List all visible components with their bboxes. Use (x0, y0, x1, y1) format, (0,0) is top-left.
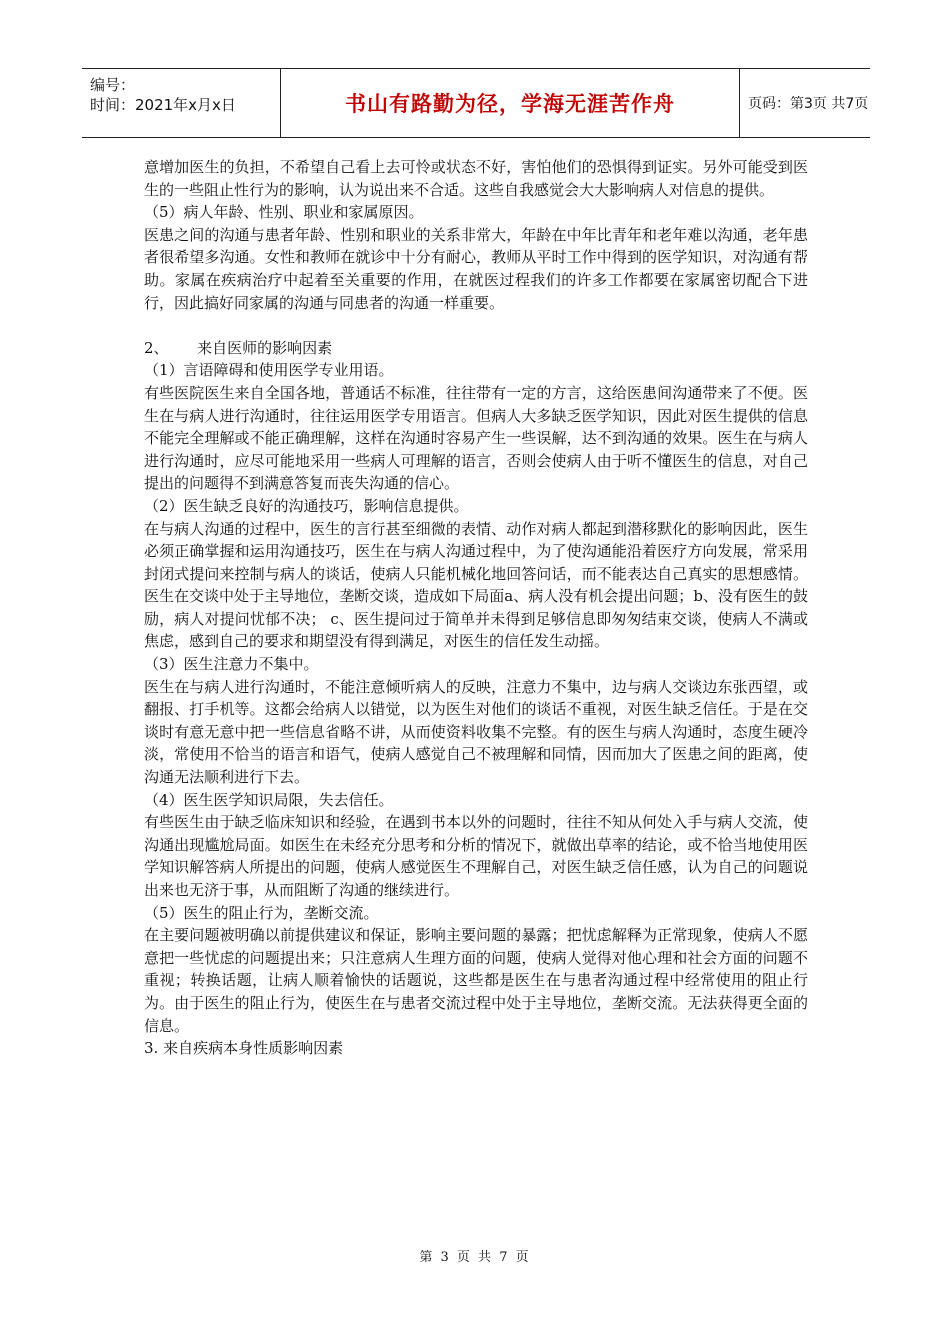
page-header (82, 68, 870, 138)
paragraph: 在与病人沟通的过程中，医生的言行甚至细微的表情、动作对病人都起到潜移默化的影响因此，医生必须正确掌握和运用沟通技巧，医生在与病人沟通过程中，为了使沟通能沿着医疗方向发展，常采用封闭式提问来控制与病人的谈话，使病人只能机械化地回答问话，而不能表达自己真实的思想感情。医生在交谈中处于主导地位，垄断交谈，造成如下局面a、病人没有机会提出问题；b、没有医生的鼓励，病人对提问忧郁不决； c、医生提问过于简单并未得到足够信息即匆匆结束交谈，使病人不满或焦虑，感到自己的要求和期望没有得到满足，对医生的信任发生动摇。 (144, 519, 808, 651)
document-number-label: 编号： (90, 76, 136, 94)
header-motto: 书山有路勤为径，学海无涯苦作舟 (280, 69, 740, 137)
subheading: （1）言语障碍和使用医学专业用语。 (144, 361, 394, 380)
section-heading: 2、 来自医师的影响因素 (144, 338, 333, 357)
paragraph: 有些医生由于缺乏临床知识和经验，在遇到书本以外的问题时，往往不知从何处入手与病人交流，使沟通出现尴尬局面。如医生在未经充分思考和分析的情况下，就做出草率的结论，或不恰当地使用医学知识解答病人所提出的问题，使病人感觉医生不理解自己，对医生缺乏信任感，认为自己的问题说出来也无济于事，从而阻断了沟通的继续进行。 (144, 813, 808, 899)
header-meta (82, 69, 280, 137)
header-page-indicator: 页码：第3页 共7页 (748, 96, 869, 112)
paragraph: 有些医院医生来自全国各地，普通话不标准，往往带有一定的方言，这给医患间沟通带来了不便。医生在与病人进行沟通时，往往运用医学专用语言。但病人大多缺乏医学知识，因此对医生提供的信息不能完全理解或不能正确理解，这样在沟通时容易产生一些误解，达不到沟通的效果。医生在与病人进行沟通时，应尽可能地采用一些病人可理解的语言，否则会使病人由于听不懂医生的信息，对自己提出的问题得不到满意答复而丧失沟通的信心。 (144, 383, 808, 493)
subheading: （5）医生的阻止行为，垄断交流。 (144, 903, 379, 922)
paragraph: 医患之间的沟通与患者年龄、性别和职业的关系非常大，年龄在中年比青年和老年难以沟通，老年患者很希望多沟通。女性和教师在就诊中十分有耐心，教师从平时工作中得到的医学知识，对沟通有帮助。家属在疾病治疗中起着至关重要的作用，在就医过程我们的许多工作都要在家属密切配合下进行，因此搞好同家属的沟通与同患者的沟通一样重要。 (144, 225, 808, 312)
subheading: （3）医生注意力不集中。 (144, 655, 319, 674)
page-footer: 第 3 页 共 7 页 (419, 1250, 531, 1265)
paragraph: 医生在与病人进行沟通时，不能注意倾听病人的反映，注意力不集中，边与病人交谈边东张西望，或翻报、打手机等。这都会给病人以错觉，以为医生对他们的谈话不重视，对医生缺乏信任。于是在交谈时有意无意中把一些信息省略不讲，从而使资料收集不完整。有的医生与病人沟通时，态度生硬冷淡，常使用不恰当的语言和语气，使病人感觉自己不被理解和同情，因而加大了医患之间的距离，使沟通无法顺利进行下去。 (144, 677, 808, 787)
paragraph: 意增加医生的负担，不希望自己看上去可怜或状态不好，害怕他们的恐惧得到证实。另外可能受到医生的一些阻止性行为的影响，认为说出来不合适。这些自我感觉会大大影响病人对信息的提供。 (144, 158, 808, 199)
blank-line (144, 314, 808, 337)
section-heading: 3. 来自疾病本身性质影响因素 (144, 1039, 344, 1058)
paragraph: 在主要问题被明确以前提供建议和保证，影响主要问题的暴露；把忧虑解释为正常现象，使病人不愿意把一些忧虑的问题提出来；只注意病人生理方面的问题，使病人觉得对他心理和社会方面的问题不重视；转换话题，让病人顺着愉快的话题说，这些都是医生在与患者沟通过程中经常使用的阻止行为。由于医生的阻止行为，使医生在与患者交流过程中处于主导地位，垄断交流。无法获得更全面的信息。 (144, 926, 808, 1035)
document-body (144, 156, 808, 1060)
subheading: （5）病人年龄、性别、职业和家属原因。 (144, 203, 424, 222)
subheading: （2）医生缺乏良好的沟通技巧，影响信息提供。 (144, 496, 469, 515)
subheading: （4）医生医学知识局限，失去信任。 (144, 790, 394, 809)
document-date-label: 时间：2021年x月x日 (90, 96, 236, 114)
